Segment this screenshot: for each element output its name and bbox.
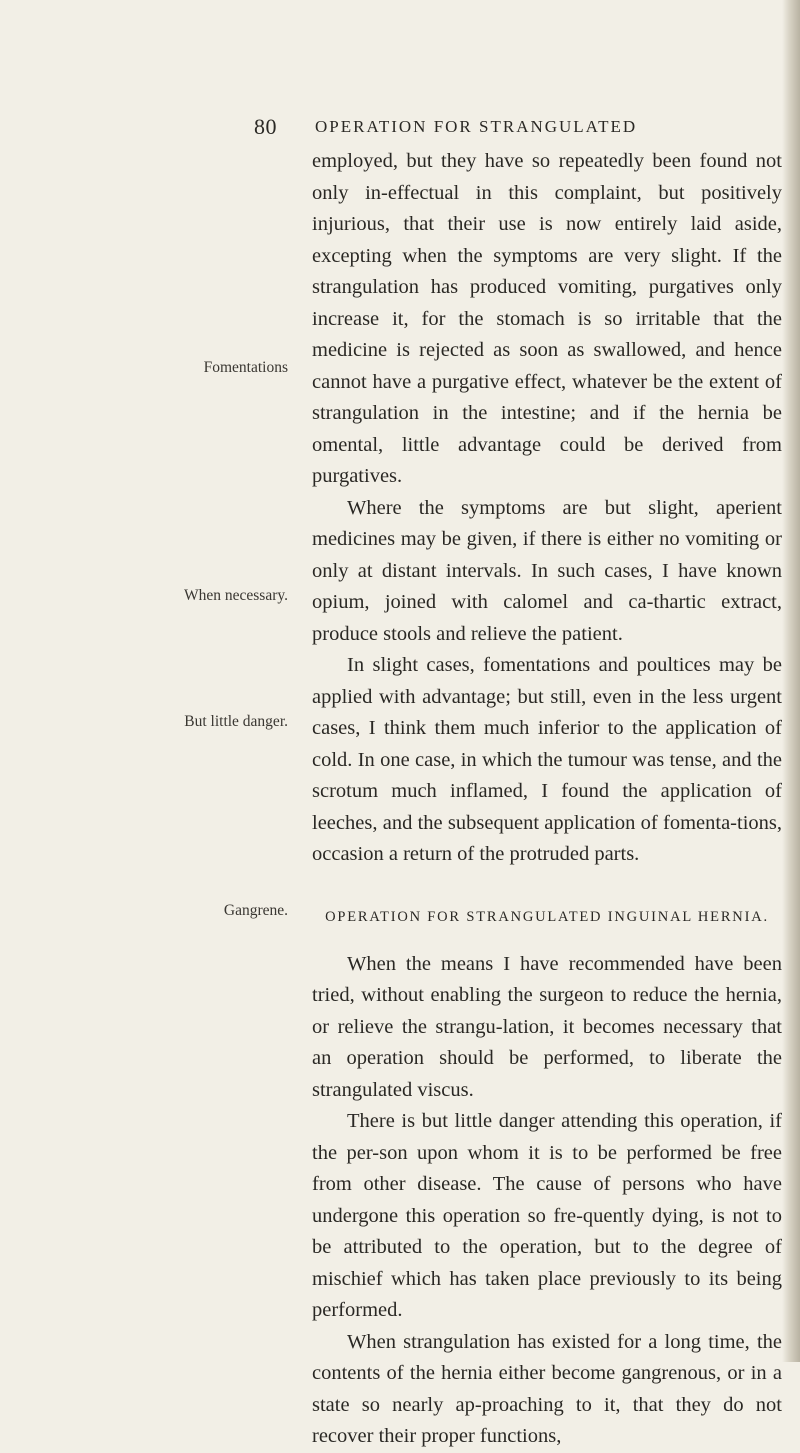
margin-note-gangrene: Gangrene. bbox=[223, 902, 288, 919]
page-edge-shadow bbox=[782, 0, 800, 1362]
page-header bbox=[0, 114, 800, 142]
paragraph-little-danger: There is but little danger attending this operation, if the per-son upon whom it is to be performed be free from other disease. The cause of persons who have undergone this operation so fre-quently dying, is not to be attributed to the operation, but to the degree of mischief which has taken place previously to its being performed. bbox=[312, 1110, 782, 1321]
paragraph-continued: employed, but they have so repeatedly been found not only in-effectual in this complaint, but positively injurious, that their use is now entirely laid aside, excepting when the symptoms are very slight. If the strangulation has produced vomiting, purgatives only increase it, for the stomach is so irritable that the medicine is rejected as soon as swallowed, and hence cannot have a purgative effect, whatever be the extent of strangulation in the intestine; and if the hernia be omental, little advantage could be derived from purgatives. bbox=[312, 150, 782, 487]
margin-note-but-little-danger: But little danger. bbox=[184, 713, 288, 730]
paragraph-fomentations: In slight cases, fomentations and poultices may be applied with advantage; but still, even in the less urgent cases, I think them much inferior to the application of cold. In one case, in which the tumour was tense, and the scrotum much inflamed, I found the application of leeches, and the subsequent application of fomenta-tions, occasion a return of the protruded parts. bbox=[312, 654, 782, 865]
running-head: OPERATION FOR STRANGULATED bbox=[315, 117, 638, 136]
paragraph-aperient-medicines: Where the symptoms are but slight, aperient medicines may be given, if there is either no vomiting or only at distant intervals. In such cases, I have known opium, joined with calomel and ca-thartic extract, produce stools and relieve the patient. bbox=[312, 496, 782, 645]
page-number: 80 bbox=[254, 114, 277, 139]
paragraph-gangrene: When strangulation has existed for a long time, the contents of the hernia either become gangrenous, or in a state so nearly ap-proaching to it, that they do not recover their proper functions, bbox=[312, 1330, 782, 1447]
paragraph-when-necessary: When the means I have recommended have been tried, without enabling the surgeon to reduce the hernia, or relieve the strangu-lation, it becomes necessary that an operation should be performed, to liberate the strangulated viscus. bbox=[312, 952, 782, 1101]
section-heading: OPERATION FOR STRANGULATED INGUINAL HERNIA. bbox=[325, 908, 769, 925]
margin-note-fomentations: Fomentations bbox=[203, 359, 288, 376]
margin-note-when-necessary: When necessary. bbox=[184, 587, 288, 604]
page-body bbox=[312, 146, 782, 1453]
